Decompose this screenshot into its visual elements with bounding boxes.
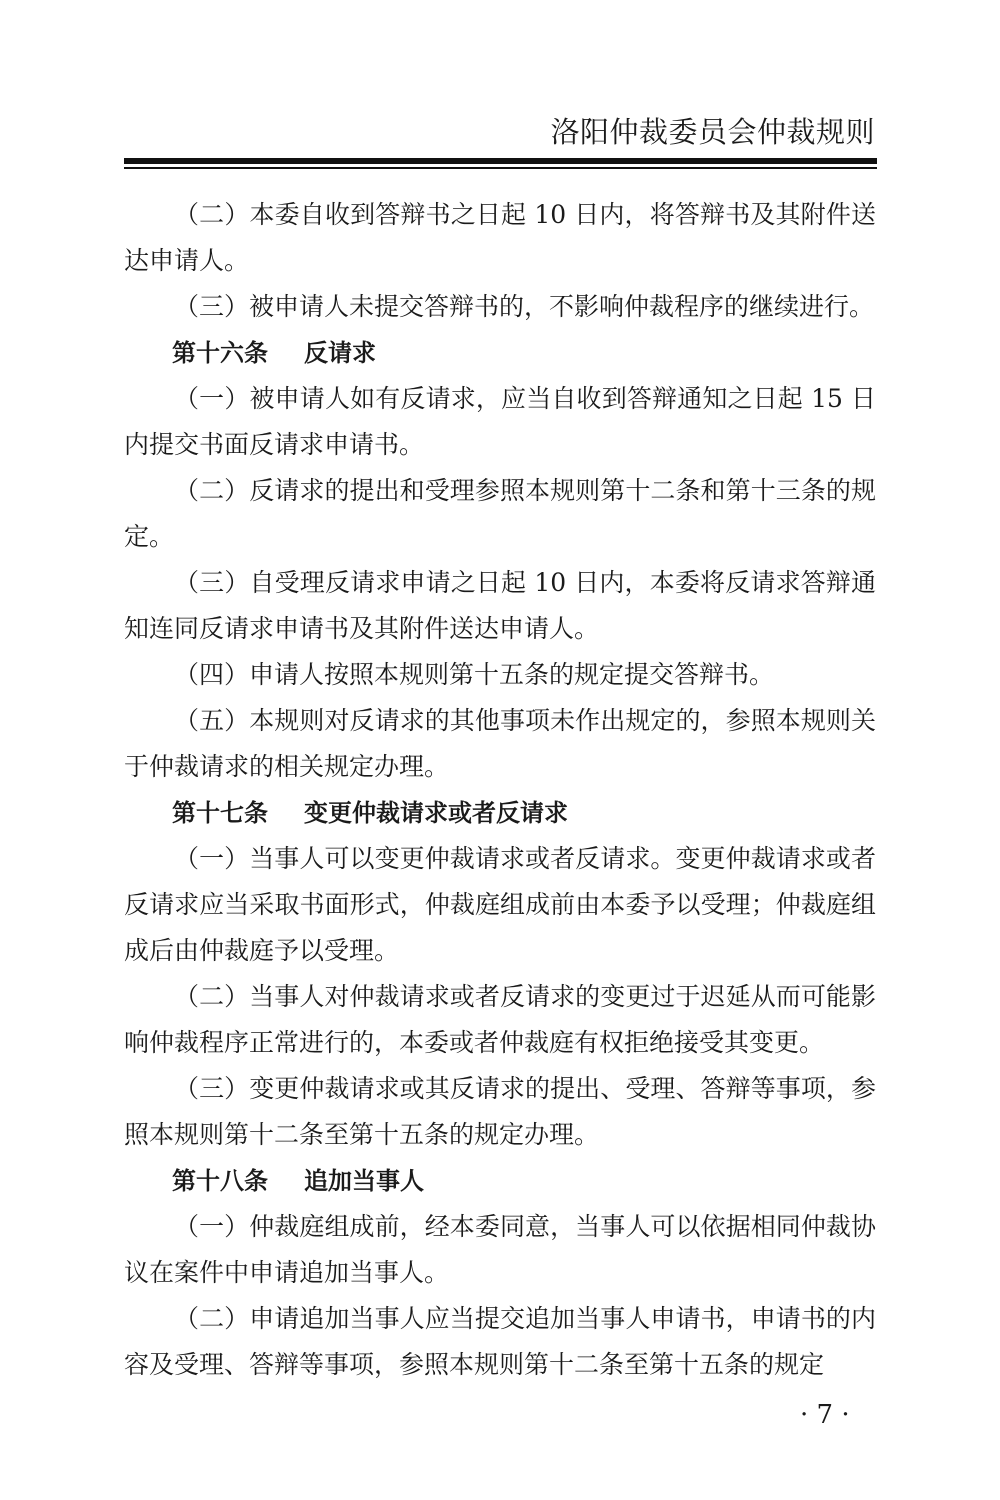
clause-paragraph: （五）本规则对反请求的其他事项未作出规定的，参照本规则关于仲裁请求的相关规定办理。 (124, 706, 876, 781)
clause-paragraph: （二）反请求的提出和受理参照本规则第十二条和第十三条的规定。 (124, 476, 876, 551)
page-body (124, 192, 876, 1388)
header-rule-thin (124, 167, 877, 169)
clause-paragraph: （三）变更仲裁请求或其反请求的提出、受理、答辩等事项，参照本规则第十二条至第十五条的规定办理。 (124, 1074, 876, 1149)
article-number: 第十七条 (172, 799, 268, 827)
clause-paragraph: （三）被申请人未提交答辩书的，不影响仲裁程序的继续进行。 (174, 292, 875, 321)
clause-paragraph: （一）仲裁庭组成前，经本委同意，当事人可以依据相同仲裁协议在案件中申请追加当事人。 (124, 1212, 876, 1287)
article-number: 第十六条 (172, 339, 268, 367)
article-title: 反请求 (304, 339, 376, 367)
clause-paragraph: （四）申请人按照本规则第十五条的规定提交答辩书。 (174, 660, 775, 689)
article-heading (124, 790, 876, 836)
article-title: 变更仲裁请求或者反请求 (304, 799, 568, 827)
clause-paragraph: （三）自受理反请求申请之日起 10 日内，本委将反请求答辩通知连同反请求申请书及其附件送达申请人。 (124, 568, 876, 643)
header-rule-thick (124, 158, 877, 164)
article-heading (124, 330, 876, 376)
clause-paragraph: （二）申请追加当事人应当提交追加当事人申请书，申请书的内容及受理、答辩等事项，参照本规则第十二条至第十五条的规定 (124, 1304, 876, 1379)
article-title: 追加当事人 (304, 1167, 424, 1195)
clause-paragraph: （二）当事人对仲裁请求或者反请求的变更过于迟延从而可能影响仲裁程序正常进行的，本委或者仲裁庭有权拒绝接受其变更。 (124, 982, 876, 1057)
article-heading (124, 1158, 876, 1204)
article-number: 第十八条 (172, 1167, 268, 1195)
running-header-title: 洛阳仲裁委员会仲裁规则 (550, 115, 875, 149)
page-number: · 7 · (800, 1400, 850, 1430)
clause-paragraph: （二）本委自收到答辩书之日起 10 日内，将答辩书及其附件送达申请人。 (124, 200, 876, 275)
clause-paragraph: （一）被申请人如有反请求，应当自收到答辩通知之日起 15 日内提交书面反请求申请书。 (124, 384, 876, 459)
clause-paragraph: （一）当事人可以变更仲裁请求或者反请求。变更仲裁请求或者反请求应当采取书面形式，仲裁庭组成前由本委予以受理；仲裁庭组成后由仲裁庭予以受理。 (124, 844, 876, 965)
